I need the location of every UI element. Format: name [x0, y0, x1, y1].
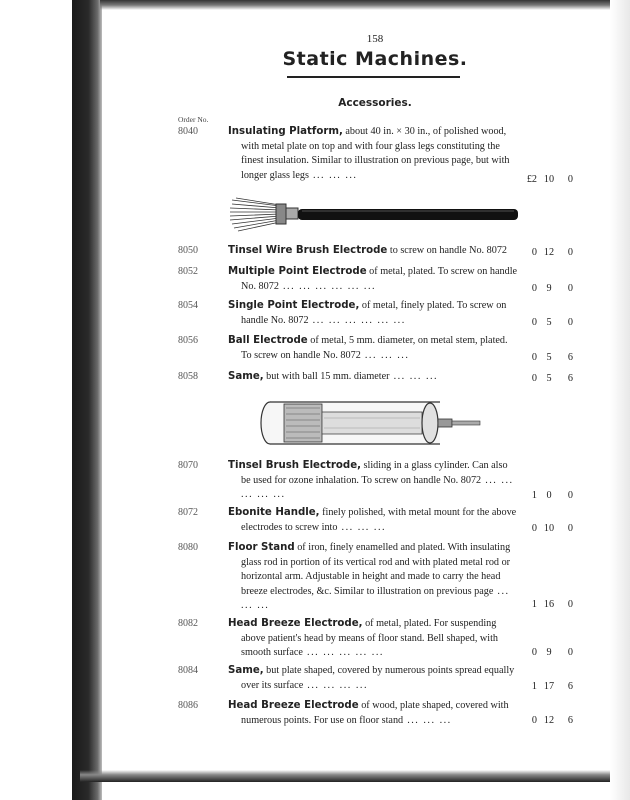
price-pounds: 0	[531, 283, 537, 294]
item-price	[523, 680, 573, 695]
order-number: 8050	[178, 245, 198, 256]
page-bottom-edge	[80, 770, 620, 782]
item-text: of metal, 5 mm. diameter, on metal stem, plated. To screw on handle No. 8072	[241, 335, 508, 361]
price-pounds: 0	[531, 247, 537, 258]
item-name: Tinsel Wire Brush Electrode	[228, 245, 388, 256]
order-number-label: Order No.	[178, 115, 209, 124]
price-pence: 0	[567, 174, 573, 185]
item-price	[523, 173, 573, 188]
item-name: Tinsel Brush Electrode,	[228, 460, 361, 471]
price-pounds: £2	[526, 174, 537, 185]
entry-description	[228, 244, 518, 259]
item-name: Head Breeze Electrode	[228, 700, 359, 711]
price-pounds: 1	[531, 490, 537, 501]
item-price	[523, 598, 573, 613]
leader-dots: ... ... ...	[241, 585, 510, 612]
leader-dots: ... ... ... ... ...	[302, 647, 384, 659]
item-text: of iron, finely enamelled and plated. With insulating glass rod in portion of its vertical rod and with plated metal rod or horizontal arm. Adjustable in height and made to carry the head breeze electrodes, &c. Similar to illustration on previous page	[241, 542, 511, 597]
price-pounds: 0	[531, 317, 537, 328]
price-pounds: 0	[531, 523, 537, 534]
price-shillings: 9	[546, 647, 552, 658]
item-name: Single Point Electrode,	[228, 300, 360, 311]
glass-cylinder-electrode-illustration	[258, 398, 484, 448]
price-pence: 0	[567, 283, 573, 294]
price-shillings: 10	[543, 174, 555, 185]
item-text: finely polished, with metal mount for the above electrodes to screw into	[241, 507, 517, 533]
item-price	[523, 646, 573, 661]
price-pence: 6	[567, 373, 573, 384]
section-heading: Accessories.	[338, 97, 412, 109]
item-text: of wood, plate shaped, covered with numerous points. For use on floor stand	[241, 700, 509, 726]
page-title: Static Machines.	[282, 48, 468, 70]
entry-description	[228, 265, 518, 294]
order-number: 8082	[178, 618, 198, 629]
item-price	[523, 246, 573, 261]
entry-description	[228, 370, 518, 385]
item-text: about 40 in. × 30 in., of polished wood, with metal plate on top and with four glass legs constituting the finest insulation. Similar to illustration on previous page, but with longer glass legs	[241, 126, 510, 181]
price-pence: 0	[567, 523, 573, 534]
leader-dots: ... ... ...	[360, 349, 410, 361]
price-pounds: 1	[531, 681, 537, 692]
entry-description	[228, 334, 518, 363]
price-shillings: 12	[543, 715, 555, 726]
order-number: 8070	[178, 460, 198, 471]
price-shillings: 5	[546, 352, 552, 363]
price-pence: 6	[567, 352, 573, 363]
order-number: 8086	[178, 700, 198, 711]
page-number: 158	[366, 33, 384, 45]
order-number: 8058	[178, 371, 198, 382]
item-price	[523, 316, 573, 331]
entry-description	[228, 459, 518, 503]
item-name: Floor Stand	[228, 542, 295, 553]
order-number: 8072	[178, 507, 198, 518]
title-underline	[287, 76, 460, 78]
item-price	[523, 489, 573, 504]
price-shillings: 12	[543, 247, 555, 258]
price-pence: 0	[567, 317, 573, 328]
item-text: to screw on handle No. 8072	[387, 245, 508, 256]
entry-description	[228, 664, 518, 693]
item-name: Ball Electrode	[228, 335, 308, 346]
item-name: Head Breeze Electrode,	[228, 618, 363, 629]
item-price	[523, 714, 573, 729]
item-name: Insulating Platform,	[228, 126, 343, 137]
price-pounds: 0	[531, 352, 537, 363]
order-number: 8040	[178, 126, 198, 137]
price-pence: 0	[567, 647, 573, 658]
item-text: sliding in a glass cylinder. Can also be used for ozone inhalation. To screw on handle No. 8072	[241, 460, 508, 486]
price-shillings: 10	[543, 523, 555, 534]
price-shillings: 17	[543, 681, 555, 692]
order-number: 8080	[178, 542, 198, 553]
entry-description	[228, 125, 518, 183]
price-pounds: 0	[531, 373, 537, 384]
price-shillings: 9	[546, 283, 552, 294]
price-pence: 0	[567, 247, 573, 258]
item-text: but with ball 15 mm. diameter	[263, 371, 390, 382]
price-shillings: 5	[546, 373, 552, 384]
order-number: 8056	[178, 335, 198, 346]
price-pence: 6	[567, 715, 573, 726]
price-pounds: 0	[531, 715, 537, 726]
leader-dots: ... ... ... ... ... ...	[278, 280, 377, 292]
item-name: Same,	[228, 665, 264, 676]
order-number: 8054	[178, 300, 198, 311]
price-shillings: 0	[546, 490, 552, 501]
price-pounds: 1	[531, 599, 537, 610]
book-binding-shadow	[72, 0, 102, 800]
item-price	[523, 522, 573, 537]
price-shillings: 5	[546, 317, 552, 328]
order-number: 8084	[178, 665, 198, 676]
price-shillings: 16	[543, 599, 555, 610]
entry-description	[228, 541, 518, 614]
price-pounds: 0	[531, 647, 537, 658]
item-text: of metal, plated. To screw on handle No. 8072	[241, 266, 518, 292]
leader-dots: ... ... ...	[308, 169, 358, 181]
price-pence: 0	[567, 490, 573, 501]
price-pence: 0	[567, 599, 573, 610]
item-text: of metal, plated. For suspending above patient's head by means of floor stand. Bell shaped, with smooth surface	[241, 618, 499, 659]
page-top-edge	[100, 0, 620, 10]
item-name: Multiple Point Electrode	[228, 266, 367, 277]
item-name: Ebonite Handle,	[228, 507, 320, 518]
item-price	[523, 282, 573, 297]
entry-description	[228, 617, 518, 661]
item-name: Same,	[228, 371, 264, 382]
entry-description	[228, 506, 518, 535]
leader-dots: ... ... ... ... ... ...	[308, 314, 406, 326]
leader-dots: ... ... ...	[337, 521, 387, 533]
leader-dots: ... ... ... ... ...	[241, 474, 514, 501]
leader-dots: ... ... ...	[403, 714, 452, 726]
item-text: of metal, finely plated. To screw on handle No. 8072	[241, 300, 507, 326]
entry-description	[228, 299, 518, 328]
brush-electrode-on-handle-illustration	[228, 196, 520, 234]
item-text: but plate shaped, covered by numerous points spread equally over its surface	[241, 665, 515, 691]
leader-dots: ... ... ...	[389, 371, 439, 382]
leader-dots: ... ... ... ...	[303, 679, 368, 691]
item-price	[523, 372, 573, 387]
entry-description	[228, 699, 518, 728]
order-number: 8052	[178, 266, 198, 277]
price-pence: 6	[567, 681, 573, 692]
page-right-edge	[610, 0, 630, 800]
item-price	[523, 351, 573, 366]
